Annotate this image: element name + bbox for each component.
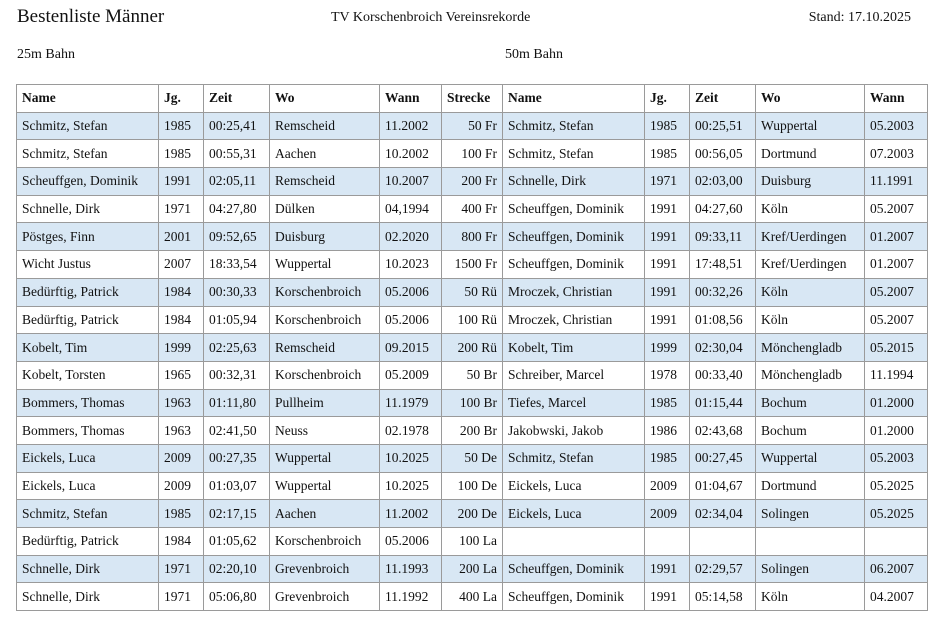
year-25m-cell: 2007 bbox=[159, 251, 204, 279]
date-25m-cell: 10.2023 bbox=[380, 251, 442, 279]
place-50m-cell bbox=[756, 528, 865, 556]
time-50m-cell: 02:29,57 bbox=[690, 555, 756, 583]
distance-cell: 1500 Fr bbox=[442, 251, 503, 279]
time-25m-cell: 02:05,11 bbox=[204, 168, 270, 196]
col-header-time-50: Zeit bbox=[690, 85, 756, 113]
date-50m-cell: 01.2000 bbox=[865, 389, 928, 417]
table-row bbox=[17, 583, 928, 611]
time-25m-cell: 18:33,54 bbox=[204, 251, 270, 279]
name-50m-cell: Scheuffgen, Dominik bbox=[503, 555, 645, 583]
distance-cell: 800 Fr bbox=[442, 223, 503, 251]
date-50m-cell: 05.2025 bbox=[865, 472, 928, 500]
distance-cell: 200 Rü bbox=[442, 334, 503, 362]
year-25m-cell: 2009 bbox=[159, 472, 204, 500]
name-50m-cell: Mroczek, Christian bbox=[503, 306, 645, 334]
place-50m-cell: Wuppertal bbox=[756, 112, 865, 140]
place-25m-cell: Neuss bbox=[270, 417, 380, 445]
year-50m-cell: 1985 bbox=[645, 112, 690, 140]
year-50m-cell: 1971 bbox=[645, 168, 690, 196]
name-50m-cell: Tiefes, Marcel bbox=[503, 389, 645, 417]
time-25m-cell: 05:06,80 bbox=[204, 583, 270, 611]
time-50m-cell: 01:15,44 bbox=[690, 389, 756, 417]
year-25m-cell: 1971 bbox=[159, 195, 204, 223]
time-50m-cell: 17:48,51 bbox=[690, 251, 756, 279]
place-50m-cell: Kref/Uerdingen bbox=[756, 223, 865, 251]
date-25m-cell: 10.2025 bbox=[380, 472, 442, 500]
time-50m-cell: 04:27,60 bbox=[690, 195, 756, 223]
col-header-date-50: Wann bbox=[865, 85, 928, 113]
name-25m-cell: Kobelt, Torsten bbox=[17, 361, 159, 389]
place-50m-cell: Mönchengladb bbox=[756, 361, 865, 389]
table-row bbox=[17, 361, 928, 389]
place-25m-cell: Duisburg bbox=[270, 223, 380, 251]
header-row bbox=[17, 85, 928, 113]
table-row bbox=[17, 251, 928, 279]
name-25m-cell: Kobelt, Tim bbox=[17, 334, 159, 362]
distance-cell: 200 De bbox=[442, 500, 503, 528]
date-50m-cell: 04.2007 bbox=[865, 583, 928, 611]
year-50m-cell: 1991 bbox=[645, 278, 690, 306]
place-50m-cell: Bochum bbox=[756, 389, 865, 417]
time-25m-cell: 02:41,50 bbox=[204, 417, 270, 445]
date-25m-cell: 05.2006 bbox=[380, 528, 442, 556]
place-25m-cell: Korschenbroich bbox=[270, 528, 380, 556]
date-25m-cell: 10.2002 bbox=[380, 140, 442, 168]
year-25m-cell: 1963 bbox=[159, 417, 204, 445]
table-row bbox=[17, 278, 928, 306]
time-50m-cell: 00:56,05 bbox=[690, 140, 756, 168]
date-25m-cell: 09.2015 bbox=[380, 334, 442, 362]
lane-25m-label: 25m Bahn bbox=[17, 47, 75, 62]
year-25m-cell: 1984 bbox=[159, 306, 204, 334]
year-50m-cell: 1991 bbox=[645, 306, 690, 334]
distance-cell: 50 De bbox=[442, 444, 503, 472]
name-25m-cell: Bommers, Thomas bbox=[17, 389, 159, 417]
date-50m-cell: 05.2007 bbox=[865, 278, 928, 306]
name-50m-cell: Scheuffgen, Dominik bbox=[503, 195, 645, 223]
year-25m-cell: 1965 bbox=[159, 361, 204, 389]
time-25m-cell: 01:03,07 bbox=[204, 472, 270, 500]
name-25m-cell: Pöstges, Finn bbox=[17, 223, 159, 251]
name-25m-cell: Eickels, Luca bbox=[17, 444, 159, 472]
date-25m-cell: 10.2007 bbox=[380, 168, 442, 196]
name-50m-cell: Kobelt, Tim bbox=[503, 334, 645, 362]
time-50m-cell: 01:04,67 bbox=[690, 472, 756, 500]
date-25m-cell: 11.2002 bbox=[380, 500, 442, 528]
date-50m-cell: 07.2003 bbox=[865, 140, 928, 168]
name-25m-cell: Schmitz, Stefan bbox=[17, 140, 159, 168]
distance-cell: 100 La bbox=[442, 528, 503, 556]
place-25m-cell: Remscheid bbox=[270, 334, 380, 362]
club-title: TV Korschenbroich Vereinsrekorde bbox=[331, 10, 531, 25]
place-50m-cell: Köln bbox=[756, 195, 865, 223]
lane-50m-label: 50m Bahn bbox=[505, 47, 563, 62]
date-25m-cell: 10.2025 bbox=[380, 444, 442, 472]
distance-cell: 200 La bbox=[442, 555, 503, 583]
time-50m-cell: 01:08,56 bbox=[690, 306, 756, 334]
place-25m-cell: Aachen bbox=[270, 500, 380, 528]
time-25m-cell: 00:30,33 bbox=[204, 278, 270, 306]
distance-cell: 200 Fr bbox=[442, 168, 503, 196]
name-25m-cell: Schnelle, Dirk bbox=[17, 583, 159, 611]
year-25m-cell: 1985 bbox=[159, 112, 204, 140]
col-header-name-50: Name bbox=[503, 85, 645, 113]
name-25m-cell: Schnelle, Dirk bbox=[17, 555, 159, 583]
table-row bbox=[17, 334, 928, 362]
place-50m-cell: Köln bbox=[756, 306, 865, 334]
time-25m-cell: 00:32,31 bbox=[204, 361, 270, 389]
name-50m-cell: Schmitz, Stefan bbox=[503, 112, 645, 140]
place-50m-cell: Wuppertal bbox=[756, 444, 865, 472]
name-50m-cell: Scheuffgen, Dominik bbox=[503, 583, 645, 611]
name-25m-cell: Bedürftig, Patrick bbox=[17, 306, 159, 334]
year-50m-cell: 1985 bbox=[645, 140, 690, 168]
time-50m-cell: 02:43,68 bbox=[690, 417, 756, 445]
date-25m-cell: 11.1993 bbox=[380, 555, 442, 583]
place-25m-cell: Remscheid bbox=[270, 168, 380, 196]
col-header-distance: Strecke bbox=[442, 85, 503, 113]
date-50m-cell: 05.2025 bbox=[865, 500, 928, 528]
col-header-name-25: Name bbox=[17, 85, 159, 113]
date-50m-cell: 01.2007 bbox=[865, 223, 928, 251]
year-50m-cell: 1991 bbox=[645, 555, 690, 583]
date-50m-cell: 11.1994 bbox=[865, 361, 928, 389]
year-25m-cell: 1985 bbox=[159, 140, 204, 168]
place-50m-cell: Köln bbox=[756, 583, 865, 611]
date-25m-cell: 11.1979 bbox=[380, 389, 442, 417]
year-50m-cell: 1991 bbox=[645, 223, 690, 251]
table-row bbox=[17, 168, 928, 196]
place-25m-cell: Aachen bbox=[270, 140, 380, 168]
table-row bbox=[17, 112, 928, 140]
table-row bbox=[17, 500, 928, 528]
name-25m-cell: Bommers, Thomas bbox=[17, 417, 159, 445]
place-50m-cell: Kref/Uerdingen bbox=[756, 251, 865, 279]
place-50m-cell: Dortmund bbox=[756, 140, 865, 168]
place-25m-cell: Grevenbroich bbox=[270, 555, 380, 583]
date-50m-cell: 05.2003 bbox=[865, 112, 928, 140]
date-50m-cell: 11.1991 bbox=[865, 168, 928, 196]
time-25m-cell: 09:52,65 bbox=[204, 223, 270, 251]
place-50m-cell: Solingen bbox=[756, 555, 865, 583]
distance-cell: 400 Fr bbox=[442, 195, 503, 223]
date-25m-cell: 05.2006 bbox=[380, 278, 442, 306]
date-25m-cell: 11.2002 bbox=[380, 112, 442, 140]
place-25m-cell: Korschenbroich bbox=[270, 361, 380, 389]
time-25m-cell: 01:05,94 bbox=[204, 306, 270, 334]
place-25m-cell: Wuppertal bbox=[270, 472, 380, 500]
name-50m-cell: Schreiber, Marcel bbox=[503, 361, 645, 389]
time-50m-cell: 05:14,58 bbox=[690, 583, 756, 611]
year-50m-cell: 1985 bbox=[645, 389, 690, 417]
stand-date: Stand: 17.10.2025 bbox=[808, 10, 911, 25]
col-header-time-25: Zeit bbox=[204, 85, 270, 113]
place-50m-cell: Mönchengladb bbox=[756, 334, 865, 362]
place-25m-cell: Wuppertal bbox=[270, 444, 380, 472]
name-50m-cell: Scheuffgen, Dominik bbox=[503, 223, 645, 251]
time-25m-cell: 00:55,31 bbox=[204, 140, 270, 168]
name-25m-cell: Schmitz, Stefan bbox=[17, 112, 159, 140]
distance-cell: 50 Br bbox=[442, 361, 503, 389]
table-row bbox=[17, 195, 928, 223]
time-50m-cell: 00:33,40 bbox=[690, 361, 756, 389]
table-row bbox=[17, 306, 928, 334]
place-25m-cell: Korschenbroich bbox=[270, 278, 380, 306]
name-50m-cell: Schnelle, Dirk bbox=[503, 168, 645, 196]
year-50m-cell bbox=[645, 528, 690, 556]
time-25m-cell: 00:25,41 bbox=[204, 112, 270, 140]
time-50m-cell: 00:25,51 bbox=[690, 112, 756, 140]
table-row bbox=[17, 528, 928, 556]
place-25m-cell: Grevenbroich bbox=[270, 583, 380, 611]
year-50m-cell: 1991 bbox=[645, 583, 690, 611]
distance-cell: 100 Br bbox=[442, 389, 503, 417]
time-50m-cell: 00:32,26 bbox=[690, 278, 756, 306]
year-50m-cell: 1986 bbox=[645, 417, 690, 445]
time-25m-cell: 02:25,63 bbox=[204, 334, 270, 362]
year-50m-cell: 1978 bbox=[645, 361, 690, 389]
name-50m-cell: Jakobwski, Jakob bbox=[503, 417, 645, 445]
place-50m-cell: Köln bbox=[756, 278, 865, 306]
place-50m-cell: Bochum bbox=[756, 417, 865, 445]
year-25m-cell: 1991 bbox=[159, 168, 204, 196]
date-50m-cell: 06.2007 bbox=[865, 555, 928, 583]
time-50m-cell bbox=[690, 528, 756, 556]
table-row bbox=[17, 555, 928, 583]
date-25m-cell: 04,1994 bbox=[380, 195, 442, 223]
time-25m-cell: 01:11,80 bbox=[204, 389, 270, 417]
year-25m-cell: 1984 bbox=[159, 528, 204, 556]
time-25m-cell: 02:20,10 bbox=[204, 555, 270, 583]
distance-cell: 400 La bbox=[442, 583, 503, 611]
year-50m-cell: 2009 bbox=[645, 472, 690, 500]
place-50m-cell: Dortmund bbox=[756, 472, 865, 500]
year-50m-cell: 2009 bbox=[645, 500, 690, 528]
name-25m-cell: Wicht Justus bbox=[17, 251, 159, 279]
table-row bbox=[17, 417, 928, 445]
date-50m-cell: 01.2007 bbox=[865, 251, 928, 279]
year-50m-cell: 1985 bbox=[645, 444, 690, 472]
year-25m-cell: 1971 bbox=[159, 555, 204, 583]
place-25m-cell: Pullheim bbox=[270, 389, 380, 417]
page-title: Bestenliste Männer bbox=[17, 6, 165, 27]
date-50m-cell: 05.2007 bbox=[865, 195, 928, 223]
place-50m-cell: Duisburg bbox=[756, 168, 865, 196]
col-header-year-50: Jg. bbox=[645, 85, 690, 113]
table-row bbox=[17, 389, 928, 417]
distance-cell: 50 Fr bbox=[442, 112, 503, 140]
name-25m-cell: Schmitz, Stefan bbox=[17, 500, 159, 528]
name-50m-cell bbox=[503, 528, 645, 556]
col-header-date-25: Wann bbox=[380, 85, 442, 113]
distance-cell: 50 Rü bbox=[442, 278, 503, 306]
name-25m-cell: Scheuffgen, Dominik bbox=[17, 168, 159, 196]
time-25m-cell: 04:27,80 bbox=[204, 195, 270, 223]
col-header-year-25: Jg. bbox=[159, 85, 204, 113]
table-row bbox=[17, 472, 928, 500]
col-header-place-25: Wo bbox=[270, 85, 380, 113]
date-50m-cell bbox=[865, 528, 928, 556]
table-row bbox=[17, 444, 928, 472]
year-25m-cell: 1999 bbox=[159, 334, 204, 362]
date-50m-cell: 01.2000 bbox=[865, 417, 928, 445]
time-25m-cell: 00:27,35 bbox=[204, 444, 270, 472]
year-25m-cell: 1963 bbox=[159, 389, 204, 417]
date-25m-cell: 05.2009 bbox=[380, 361, 442, 389]
distance-cell: 200 Br bbox=[442, 417, 503, 445]
place-50m-cell: Solingen bbox=[756, 500, 865, 528]
time-50m-cell: 09:33,11 bbox=[690, 223, 756, 251]
date-50m-cell: 05.2015 bbox=[865, 334, 928, 362]
date-25m-cell: 02.1978 bbox=[380, 417, 442, 445]
date-50m-cell: 05.2003 bbox=[865, 444, 928, 472]
place-25m-cell: Dülken bbox=[270, 195, 380, 223]
date-50m-cell: 05.2007 bbox=[865, 306, 928, 334]
name-50m-cell: Schmitz, Stefan bbox=[503, 140, 645, 168]
date-25m-cell: 02.2020 bbox=[380, 223, 442, 251]
time-50m-cell: 02:34,04 bbox=[690, 500, 756, 528]
place-25m-cell: Remscheid bbox=[270, 112, 380, 140]
year-25m-cell: 2001 bbox=[159, 223, 204, 251]
name-25m-cell: Eickels, Luca bbox=[17, 472, 159, 500]
year-25m-cell: 1985 bbox=[159, 500, 204, 528]
name-50m-cell: Eickels, Luca bbox=[503, 472, 645, 500]
time-50m-cell: 02:30,04 bbox=[690, 334, 756, 362]
date-25m-cell: 11.1992 bbox=[380, 583, 442, 611]
distance-cell: 100 De bbox=[442, 472, 503, 500]
distance-cell: 100 Fr bbox=[442, 140, 503, 168]
col-header-place-50: Wo bbox=[756, 85, 865, 113]
place-25m-cell: Korschenbroich bbox=[270, 306, 380, 334]
table-row bbox=[17, 223, 928, 251]
name-50m-cell: Scheuffgen, Dominik bbox=[503, 251, 645, 279]
year-25m-cell: 1984 bbox=[159, 278, 204, 306]
year-50m-cell: 1991 bbox=[645, 195, 690, 223]
place-25m-cell: Wuppertal bbox=[270, 251, 380, 279]
table-row bbox=[17, 140, 928, 168]
name-50m-cell: Mroczek, Christian bbox=[503, 278, 645, 306]
time-25m-cell: 02:17,15 bbox=[204, 500, 270, 528]
distance-cell: 100 Rü bbox=[442, 306, 503, 334]
name-25m-cell: Bedürftig, Patrick bbox=[17, 528, 159, 556]
year-25m-cell: 2009 bbox=[159, 444, 204, 472]
year-50m-cell: 1999 bbox=[645, 334, 690, 362]
records-table bbox=[16, 84, 928, 611]
name-25m-cell: Schnelle, Dirk bbox=[17, 195, 159, 223]
name-50m-cell: Eickels, Luca bbox=[503, 500, 645, 528]
time-50m-cell: 02:03,00 bbox=[690, 168, 756, 196]
time-25m-cell: 01:05,62 bbox=[204, 528, 270, 556]
name-25m-cell: Bedürftig, Patrick bbox=[17, 278, 159, 306]
time-50m-cell: 00:27,45 bbox=[690, 444, 756, 472]
date-25m-cell: 05.2006 bbox=[380, 306, 442, 334]
year-25m-cell: 1971 bbox=[159, 583, 204, 611]
name-50m-cell: Schmitz, Stefan bbox=[503, 444, 645, 472]
year-50m-cell: 1991 bbox=[645, 251, 690, 279]
